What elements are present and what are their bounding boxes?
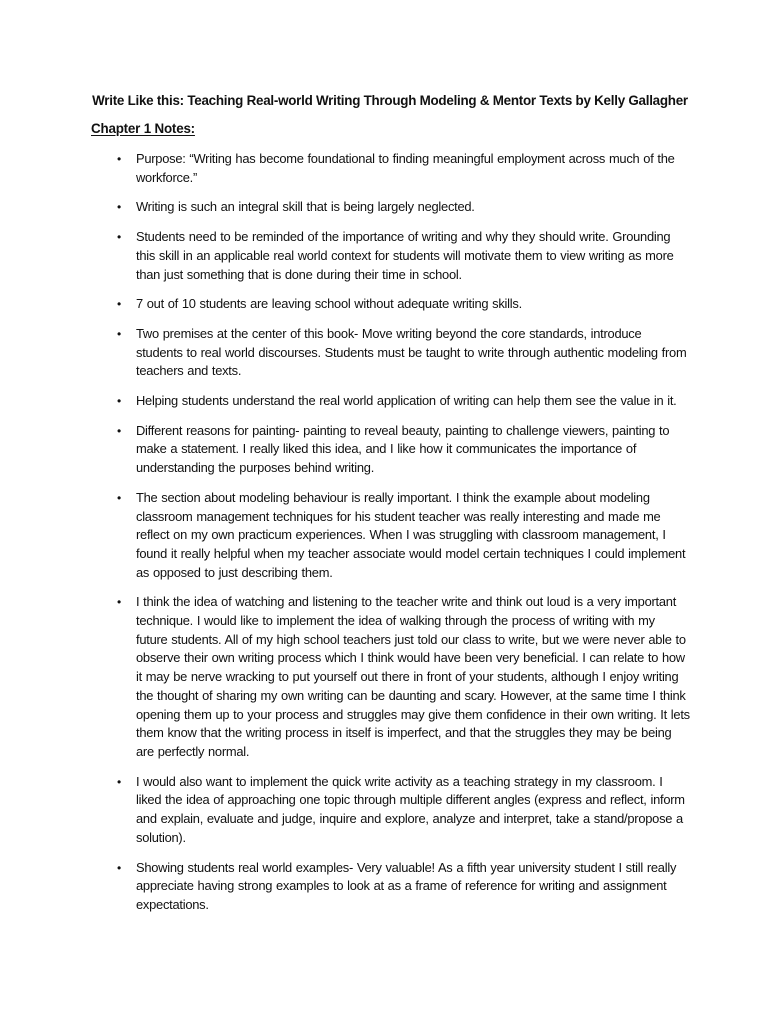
- bullet-icon: •: [117, 200, 121, 215]
- note-text: Two premises at the center of this book- Move writing beyond the core standards, introduce students to real world discourses. Students must be taught to write through authentic modeling from teachers and texts.: [136, 325, 687, 379]
- bullet-icon: •: [117, 423, 121, 438]
- note-item: [110, 859, 690, 915]
- note-item: [110, 773, 690, 848]
- note-text: 7 out of 10 students are leaving school without adequate writing skills.: [136, 296, 522, 312]
- bullet-icon: •: [117, 774, 121, 789]
- chapter-heading: Chapter 1 Notes:: [91, 121, 195, 136]
- note-text: The section about modeling behaviour is really important. I think the example about modeling classroom management techniques for his student teacher was really interesting and made me reflect on my own practicum experiences. When I was struggling with classroom management, I found it really helpful when my teacher associate would model certain techniques I could implement as opposed to just describing them.: [136, 489, 686, 580]
- note-item: [110, 228, 690, 284]
- note-item: [110, 422, 690, 478]
- bullet-icon: •: [117, 152, 121, 166]
- note-text: Different reasons for painting- painting to reveal beauty, painting to challenge viewers, painting to make a statement. I really liked this idea, and I like how it communicates the importance of understanding the purposes behind writing.: [136, 422, 670, 476]
- note-item: [110, 392, 690, 411]
- note-item: [110, 150, 690, 187]
- note-item: [110, 325, 690, 381]
- notes-list: [110, 150, 690, 926]
- bullet-icon: •: [117, 297, 121, 312]
- document-title: Write Like this: Teaching Real-world Writing Through Modeling & Mentor Texts by Kelly Gallagher: [92, 93, 688, 108]
- bullet-icon: •: [117, 860, 121, 875]
- bullet-icon: •: [117, 394, 121, 409]
- note-text: I would also want to implement the quick write activity as a teaching strategy in my classroom. I liked the idea of approaching one topic through multiple different angles (express and reflect, inform and explain, evaluate and judge, inquire and explore, analyze and interpret, take a stand/propose a solution).: [136, 773, 685, 845]
- note-item: [110, 489, 690, 583]
- note-text: Writing is such an integral skill that is being largely neglected.: [136, 199, 475, 215]
- bullet-icon: •: [117, 595, 121, 610]
- note-text: Showing students real world examples- Very valuable! As a fifth year university student I still really appreciate having strong examples to look at as a frame of reference for writing and assignment expectations.: [136, 859, 677, 912]
- note-text: Students need to be reminded of the importance of writing and why they should write. Grounding this skill in an applicable real world context for students will motivate them to view writing as more than just something that is done during their time in school.: [136, 229, 674, 282]
- bullet-icon: •: [117, 230, 121, 245]
- note-item: [110, 295, 690, 314]
- note-item: [110, 593, 690, 761]
- bullet-icon: •: [117, 326, 121, 341]
- note-text: Helping students understand the real world application of writing can help them see the value in it.: [136, 393, 677, 409]
- note-text: I think the idea of watching and listening to the teacher write and think out loud is a very important technique. I would like to implement the idea of walking through the process of writing with my future students. All of my high school teachers just told our class to write, but we were never able to observe their own writing process which I think would have been very beneficial. I can relate to how it may be nerve wracking to put yourself out there in front of your students, although I enjoy writing the thought of sharing my own writing can be daunting and scary. However, at the same time I think opening them up to your process and struggles may give them confidence in their own writing. It lets them know that the writing process in itself is imperfect, and that the struggles they may be being are perfectly normal.: [136, 594, 690, 759]
- note-text: Purpose: “Writing has become foundational to finding meaningful employment across much of the workforce.”: [136, 151, 675, 185]
- bullet-icon: •: [117, 490, 121, 505]
- note-item: [110, 198, 690, 217]
